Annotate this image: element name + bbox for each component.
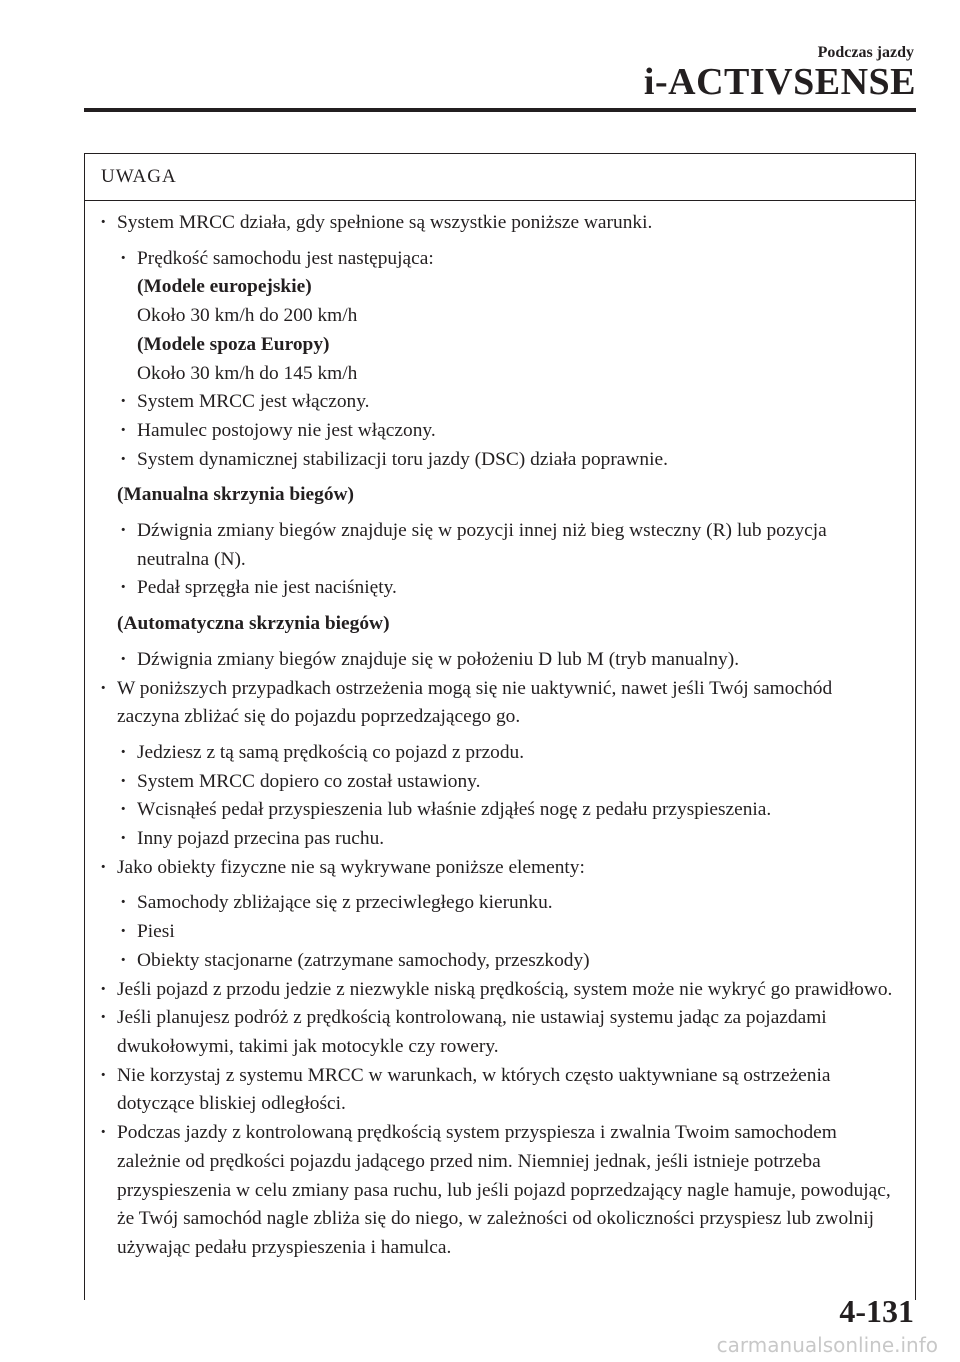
note-subitem: · Hamulec postojowy nie jest włączony. xyxy=(100,417,893,446)
note-subitem: · Wcisnąłeś pedał przyspieszenia lub właśnie zdjąłeś nogę z pedału przyspieszenia. xyxy=(100,796,893,825)
sub-text: Około 30 km/h do 145 km/h xyxy=(137,362,358,384)
note-item: · Jeśli pojazd z przodu jedzie z niezwykle niską prędkością, system może nie wykryć go prawidłowo. xyxy=(100,976,893,1005)
note-subitem: · Dźwignia zmiany biegów znajduje się w położeniu D lub M (tryb manualny). xyxy=(100,646,893,675)
section-label: Podczas jazdy xyxy=(817,44,914,61)
note-subitem: · System MRCC jest włączony. xyxy=(100,388,893,417)
note-item: · Jeśli planujesz podróż z prędkością kontrolowaną, nie ustawiaj systemu jadąc za pojazdami dwukołowymi, takimi jak motocykle czy rowery. xyxy=(100,1004,893,1061)
header-rule xyxy=(84,108,916,112)
sub-heading: (Modele europejskie) xyxy=(137,276,312,298)
note-subitem: · System dynamicznej stabilizacji toru jazdy (DSC) działa poprawnie. xyxy=(100,446,893,475)
group-heading: (Manualna skrzynia biegów) xyxy=(117,484,355,506)
note-item: · Jako obiekty fizyczne nie są wykrywane poniższe elementy: xyxy=(100,854,893,883)
note-subitem: · System MRCC dopiero co został ustawiony. xyxy=(100,768,893,797)
group-heading: (Automatyczna skrzynia biegów) xyxy=(117,613,390,635)
note-subitem: · Dźwignia zmiany biegów znajduje się w pozycji innej niż bieg wsteczny (R) lub pozycja neutralna (N). xyxy=(100,517,893,574)
note-item: · System MRCC działa, gdy spełnione są wszystkie poniższe warunki. xyxy=(100,209,893,238)
note-item: · Nie korzystaj z systemu MRCC w warunkach, w których często uaktywniane są ostrzeżenia dotyczące bliskiej odległości. xyxy=(100,1062,893,1119)
note-subitem: · Samochody zbliżające się z przeciwległego kierunku. xyxy=(100,889,893,918)
watermark: carmanualsonline.info xyxy=(716,1333,938,1357)
note-box xyxy=(84,153,916,1300)
page-number: 4-131 xyxy=(839,1293,914,1329)
note-subitem: · Obiekty stacjonarne (zatrzymane samochody, przeszkody) xyxy=(100,947,893,976)
note-subitem: · Pedał sprzęgła nie jest naciśnięty. xyxy=(100,574,893,603)
note-item: · W poniższych przypadkach ostrzeżenia mogą się nie uaktywnić, nawet jeśli Twój samochód zaczyna zbliżać się do pojazdu poprzedzającego go. xyxy=(100,675,893,732)
note-subitem: · Prędkość samochodu jest następująca: xyxy=(100,245,893,274)
chapter-title: i-ACTIVSENSE xyxy=(643,61,916,103)
note-subitem: · Inny pojazd przecina pas ruchu. xyxy=(100,825,893,854)
sub-heading: (Modele spoza Europy) xyxy=(137,333,330,355)
note-body xyxy=(85,201,915,1263)
note-item: · Podczas jazdy z kontrolowaną prędkością system przyspiesza i zwalnia Twoim samochodem zależnie od prędkości pojazdu jadącego przed nim. Niemniej jednak, jeśli istnieje potrzeba przyspieszenia w celu zmiany pasa ruchu, lub jeśli pojazd poprzedzający nagle hamuje, powodując, że Twój samochód nagle zbliża się do niego, w zależności od okoliczności przyspiesz lub zwolnij używając pedału przyspieszenia i hamulca. xyxy=(100,1119,893,1263)
note-subitem: · Piesi xyxy=(100,918,893,947)
sub-text: Około 30 km/h do 200 km/h xyxy=(137,305,358,327)
note-title: UWAGA xyxy=(85,154,915,201)
note-subitem: · Jedziesz z tą samą prędkością co pojazd z przodu. xyxy=(100,739,893,768)
